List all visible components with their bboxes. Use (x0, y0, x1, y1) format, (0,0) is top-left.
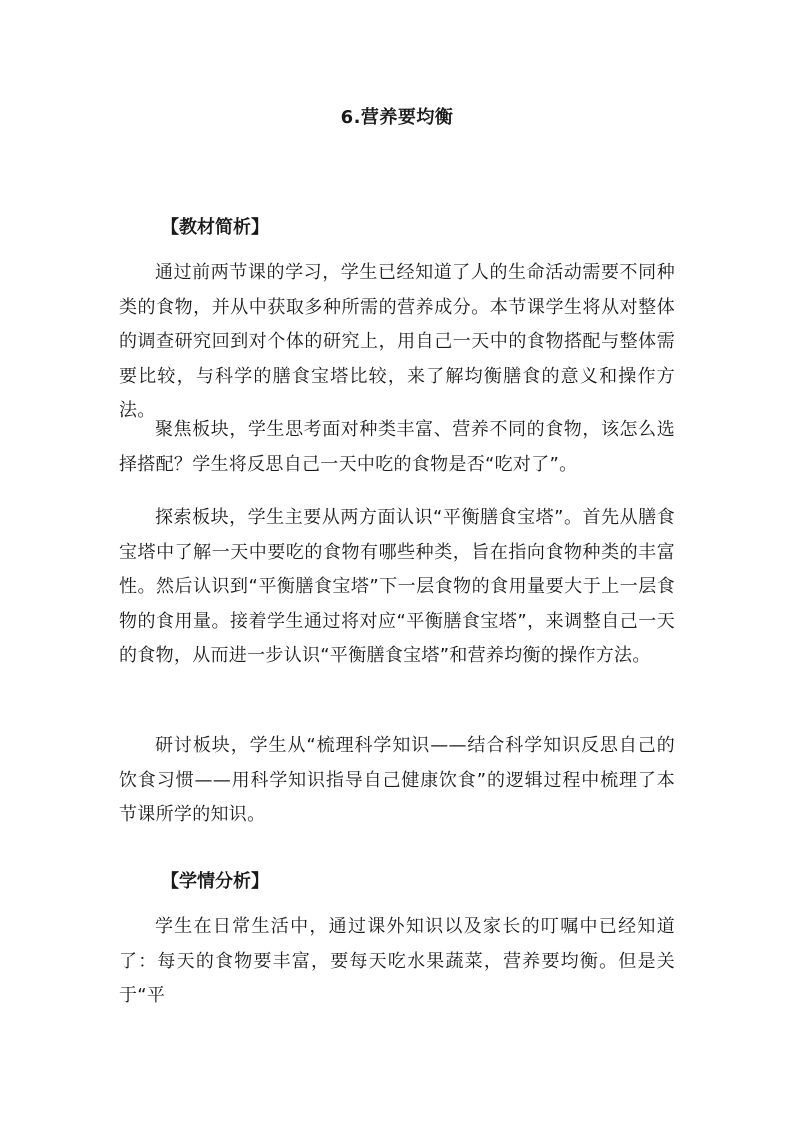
document-title: 6.营养要均衡 (340, 107, 454, 128)
section-heading-textbook-analysis: 【教材简析】 (161, 217, 269, 238)
paragraph-intro: 通过前两节课的学习，学生已经知道了人的生命活动需要不同种类的食物，并从中获取多种所需的营养成分。本节课学生将从对整体的调查研究回到对个体的研究上，用自己一天中的食物搭配与整体需要比较，与科学的膳食宝塔比较，来了解均衡膳食的意义和操作方法。 (119, 262, 675, 422)
paragraph-explore-section: 探索板块，学生主要从两方面认识“平衡膳食宝塔”。首先从膳食宝塔中了解一天中要吃的食物有哪些种类，旨在指向食物种类的丰富性。然后认识到“平衡膳食宝塔”下一层食物的食用量要大于上一层食物的食用量。接着学生通过将对应“平衡膳食宝塔”，来调整自己一天的食物，从而进一步认识“平衡膳食宝塔”和营养均衡的操作方法。 (119, 507, 675, 667)
paragraph-discussion-section: 研讨板块，学生从“梳理科学知识——结合科学知识反思自己的饮食习惯——用科学知识指导自己健康饮食”的逻辑过程中梳理了本节课所学的知识。 (119, 735, 675, 826)
paragraph-focus-section: 聚焦板块，学生思考面对种类丰富、营养不同的食物，该怎么选择搭配？学生将反思自己一天中吃的食物是否“吃对了”。 (119, 419, 675, 475)
paragraph-learner-situation: 学生在日常生活中，通过课外知识以及家长的叮嘱中已经知道了：每天的食物要丰富，要每天吃水果蔬菜，营养要均衡。但是关于“平 (119, 916, 675, 1007)
section-heading-learner-analysis: 【学情分析】 (161, 871, 269, 892)
